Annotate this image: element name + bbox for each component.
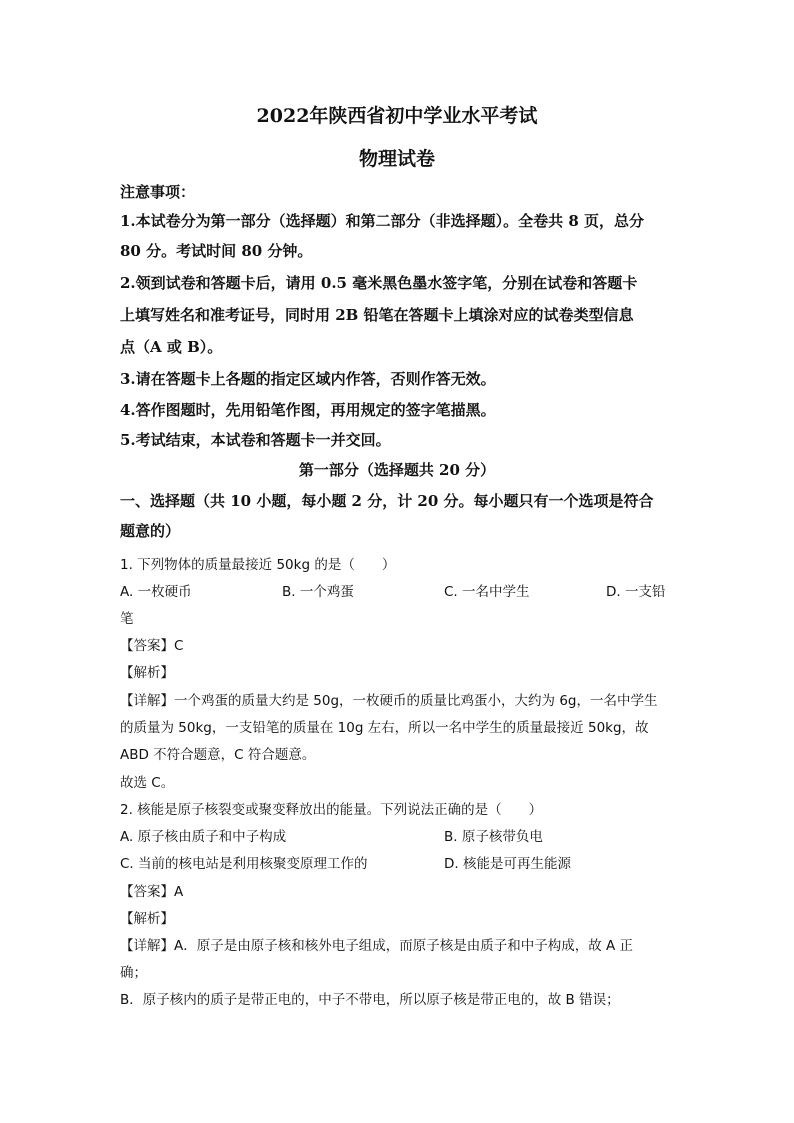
q1-stem: 1. 下列物体的质量最接近 50kg 的是（ ） xyxy=(120,557,396,573)
q2-answer: 【答案】A xyxy=(120,884,184,900)
exam-subtitle: 物理试卷 xyxy=(358,148,435,170)
q2-option-c: C. 当前的核电站是利用核聚变原理工作的 xyxy=(120,856,368,872)
section-heading: 一、选择题（共 10 小题，每小题 2 分，计 20 分。每小题只有一个选项是符合 xyxy=(120,492,654,510)
section-heading-cont: 题意的） xyxy=(120,522,181,540)
q1-option-c: C. 一名中学生 xyxy=(444,584,530,600)
notice-item-5: 5.考试结束，本试卷和答题卡一并交回。 xyxy=(120,431,391,449)
notice-item-4: 4.答作图题时，先用铅笔作图，再用规定的签字笔描黑。 xyxy=(120,401,496,419)
notice-item-2-cont: 上填写姓名和准考证号，同时用 2B 铅笔在答题卡上填涂对应的试卷类型信息 xyxy=(120,306,634,324)
q2-option-d: D. 核能是可再生能源 xyxy=(444,856,571,872)
notice-heading: 注意事项： xyxy=(120,183,196,201)
q2-detail-3: B．原子核内的质子是带正电的，中子不带电，所以原子核是带正电的，故 B 错误； xyxy=(120,992,620,1008)
q1-option-d-wrap: 笔 xyxy=(120,611,134,627)
q2-option-a: A. 原子核由质子和中子构成 xyxy=(120,829,287,845)
q1-conclusion: 故选 C。 xyxy=(120,775,175,791)
q2-analysis-label: 【解析】 xyxy=(120,911,174,927)
q1-option-b: B. 一个鸡蛋 xyxy=(282,584,354,600)
q1-answer: 【答案】C xyxy=(120,638,184,654)
q1-option-d: D. 一支铅 xyxy=(606,584,666,600)
part1-heading: 第一部分（选择题共 20 分） xyxy=(298,461,496,479)
q1-analysis-label: 【解析】 xyxy=(120,665,174,681)
q1-detail-1: 【详解】一个鸡蛋的质量大约是 50g，一枚硬币的质量比鸡蛋小，大约为 6g，一名中学生 xyxy=(120,693,658,709)
q2-stem: 2. 核能是原子核裂变或聚变释放出的能量。下列说法正确的是（ ） xyxy=(120,802,543,818)
q2-option-b: B. 原子核带负电 xyxy=(444,829,543,845)
q1-detail-2: 的质量为 50kg，一支铅笔的质量在 10g 左右，所以一名中学生的质量最接近 50kg，故 xyxy=(120,720,649,736)
notice-item-2-cont2: 点（A 或 B）。 xyxy=(120,338,223,356)
exam-title: 2022年陕西省初中学业水平考试 xyxy=(256,105,538,127)
notice-item-2: 2.领到试卷和答题卡后，请用 0.5 毫米黑色墨水签字笔，分别在试卷和答题卡 xyxy=(120,274,638,292)
q2-detail-1: 【详解】A．原子是由原子核和核外电子组成，而原子核是由质子和中子构成，故 A 正 xyxy=(120,938,634,954)
notice-item-1: 1.本试卷分为第一部分（选择题）和第二部分（非选择题）。全卷共 8 页，总分 xyxy=(120,212,645,230)
notice-item-1-cont: 80 分。考试时间 80 分钟。 xyxy=(120,242,313,260)
q1-detail-3: ABD 不符合题意，C 符合题意。 xyxy=(120,747,316,763)
q1-option-a: A. 一枚硬币 xyxy=(120,584,192,600)
q2-detail-2: 确； xyxy=(120,965,147,981)
notice-item-3: 3.请在答题卡上各题的指定区域内作答，否则作答无效。 xyxy=(120,370,496,388)
